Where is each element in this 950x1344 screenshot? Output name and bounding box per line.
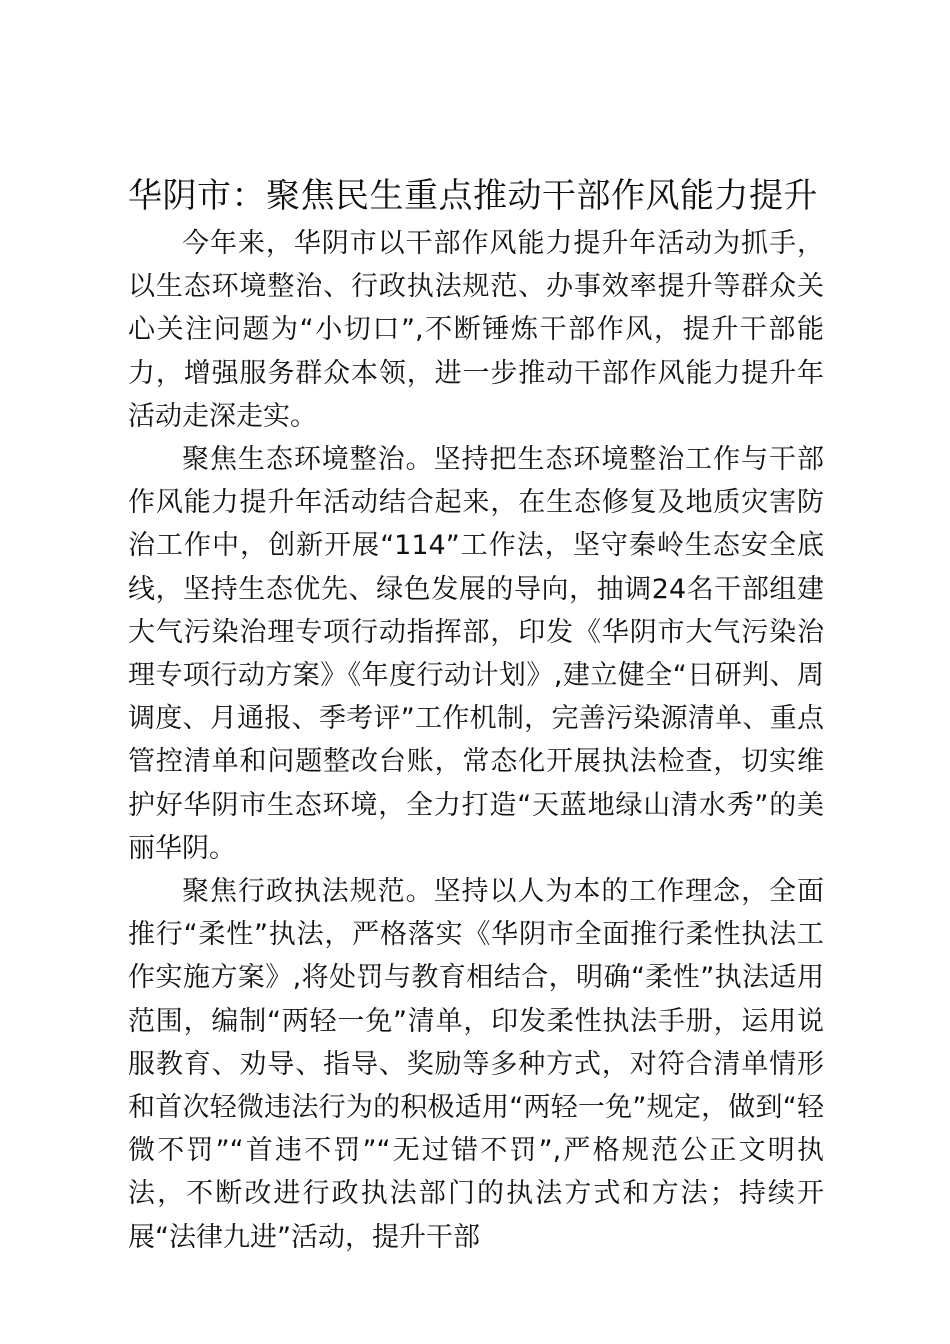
document-body	[128, 222, 824, 1259]
paragraph-ecology: 聚焦生态环境整治。坚持把生态环境整治工作与干部作风能力提升年活动结合起来，在生态修复及地质灾害防治工作中，创新开展“114”工作法，坚守秦岭生态安全底线，坚持生态优先、绿色发展的导向，抽调24名干部组建大气污染治理专项行动指挥部，印发《华阴市大气污染治理专项行动方案》《年度行动计划》,建立健全“日研判、周调度、月通报、季考评”工作机制，完善污染源清单、重点管控清单和问题整改台账，常态化开展执法检查，切实维护好华阴市生态环境，全力打造“天蓝地绿山清水秀”的美丽华阴。	[128, 444, 824, 864]
paragraph-intro: 今年来，华阴市以干部作风能力提升年活动为抓手，以生态环境整治、行政执法规范、办事效率提升等群众关心关注问题为“小切口”,不断锤炼干部作风，提升干部能力，增强服务群众本领，进一步推动干部作风能力提升年活动走深走实。	[128, 228, 824, 432]
paragraph-law-enforcement: 聚焦行政执法规范。坚持以人为本的工作理念，全面推行“柔性”执法，严格落实《华阴市全面推行柔性执法工作实施方案》,将处罚与教育相结合，明确“柔性”执法适用范围，编制“两轻一免”清单，印发柔性执法手册，运用说服教育、劝导、指导、奖励等多种方式，对符合清单情形和首次轻微违法行为的积极适用“两轻一免”规定，做到“轻微不罚”“首违不罚”“无过错不罚”,严格规范公正文明执法，不断改进行政执法部门的执法方式和方法；持续开展“法律九进”活动，提升干部	[128, 876, 824, 1253]
document-title: 华阴市：聚焦民生重点推动干部作风能力提升	[128, 176, 818, 216]
